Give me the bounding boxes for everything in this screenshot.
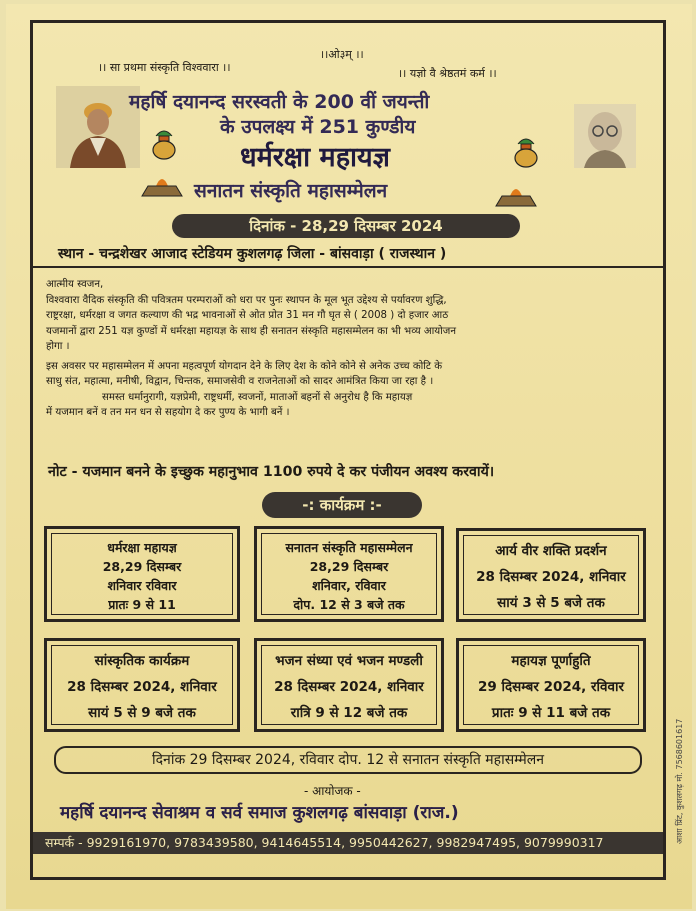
program-day: शनिवार, रविवार (312, 578, 386, 593)
program-card (456, 528, 646, 622)
printer-note: आशा प्रिंट, कुशलगढ़ मो. 7568601617 (675, 718, 684, 844)
program-title: धर्मरक्षा महायज्ञ (107, 540, 177, 555)
organizer-name: महर्षि दयानन्द सेवाश्रम व सर्व समाज कुशलगढ़ बांसवाड़ा (राज.) (60, 803, 459, 823)
program-time: प्रातः 9 से 11 (108, 597, 176, 612)
om-text: ।।ओ३म् ।। (320, 48, 364, 61)
portrait-left-image (56, 86, 140, 168)
contact-band: सम्पर्क - 9929161970, 9783439580, 9414645514, 9950442627, 9982947495, 9079990317 (33, 832, 663, 854)
program-date: 28 दिसम्बर 2024, शनिवार (274, 679, 424, 695)
para-line: विश्ववारा वैदिक संस्कृति की पवित्रतम परम्पराओं को धरा पर पुनः स्थापन के मूल भूत उद्देश्य से पर्यावरण शुद्धि, (46, 294, 447, 306)
program-card (254, 526, 444, 622)
registration-note: नोट - यजमान बनने के इच्छुक महानुभाव 1100 रुपये दे कर पंजीयन अवश्य करवायें। (48, 464, 495, 480)
program-title: आर्य वीर शक्ति प्रदर्शन (495, 543, 607, 559)
yajna-kund-icon (492, 182, 540, 208)
date-band: दिनांक - 28,29 दिसम्बर 2024 (172, 214, 520, 238)
program-date: 28,29 दिसम्बर (102, 559, 182, 574)
para-line: में यजमान बनें व तन मन धन से सहयोग दे कर पुण्य के भागी बनें । (46, 407, 290, 418)
program-date: 28 दिसम्बर 2024, शनिवार (476, 569, 626, 585)
program-time: रात्रि 9 से 12 बजे तक (290, 705, 408, 721)
divider (33, 266, 663, 268)
title-line-1: महर्षि दयानन्द सरस्वती के 200 वीं जयन्ती (129, 91, 430, 113)
program-card (456, 638, 646, 732)
program-card (254, 638, 444, 732)
para-line: होगा । (46, 341, 70, 352)
program-title: भजन संध्या एवं भजन मण्डली (275, 653, 423, 669)
program-date: 28,29 दिसम्बर (309, 559, 389, 574)
venue-text: स्थान - चन्द्रशेखर आजाद स्टेडियम कुशलगढ़ जिला - बांसवाड़ा ( राजस्थान ) (58, 246, 447, 262)
program-date: 29 दिसम्बर 2024, रविवार (477, 679, 625, 695)
program-title: सनातन संस्कृति महासम्मेलन (285, 540, 413, 555)
organizer-label: - आयोजक - (304, 784, 361, 798)
para-line: राष्ट्ररक्षा, धर्मरक्षा व जगत कल्याण की भद्र भावनाओं से ओत प्रोत 31 मन गौ घृत से ( 2008 ) दो हजार आठ (46, 310, 449, 321)
invitation-text (46, 277, 658, 421)
program-date: 28 दिसम्बर 2024, शनिवार (67, 679, 217, 695)
program-title: सांस्कृतिक कार्यक्रम (94, 653, 190, 669)
main-title: धर्मरक्षा महायज्ञ (240, 142, 390, 173)
subtitle: सनातन संस्कृति महासम्मेलन (194, 180, 388, 202)
salutation: आत्मीय स्वजन, (46, 279, 104, 290)
para-line: यजमानों द्वारा 251 यज्ञ कुण्डों में धर्मरक्षा महायज्ञ के साथ ही सनातन संस्कृति महासम्मेलन का भी भव्य आयोजन (46, 325, 456, 337)
program-time: सायं 3 से 5 बजे तक (497, 595, 605, 611)
program-time: प्रातः 9 से 11 बजे तक (491, 705, 611, 721)
title-line-2: के उपलक्ष्य में 251 कुण्डीय (220, 116, 416, 138)
right-quote: ।। यज्ञो वै श्रेष्ठतमं कर्म ।। (398, 67, 497, 80)
program-day: शनिवार रविवार (107, 578, 177, 593)
kalash-icon (150, 126, 178, 160)
para-line: समस्त धर्मानुरागी, यज्ञप्रेमी, राष्ट्रधर्मी, स्वजनों, माताओं बहनों से अनुरोध है कि महायज्ञ (102, 391, 413, 403)
program-heading: -: कार्यक्रम :- (262, 492, 422, 518)
portrait-right-image (574, 104, 636, 168)
left-quote: ।। सा प्रथमा संस्कृति विश्ववारा ।। (98, 61, 231, 74)
bottom-date-line: दिनांक 29 दिसम्बर 2024, रविवार दोप. 12 से सनातन संस्कृति महासम्मेलन (54, 746, 642, 774)
program-card (44, 526, 240, 622)
program-time: सायं 5 से 9 बजे तक (88, 705, 196, 721)
yajna-kund-icon (138, 172, 186, 198)
para-line: इस अवसर पर महासम्मेलन में अपना महत्वपूर्ण योगदान देने के लिए देश के कोने कोने से अनेक उच्च कोटि के (46, 360, 443, 372)
program-title: महायज्ञ पूर्णाहुति (511, 653, 591, 669)
program-time: दोप. 12 से 3 बजे तक (293, 597, 405, 612)
kalash-icon (512, 134, 540, 168)
para-line: साधु संत, महात्मा, मनीषी, विद्वान, चिन्तक, समाजसेवी व राजनेताओं को सादर आमंत्रित किया जा रहा है । (46, 376, 434, 387)
program-card (44, 638, 240, 732)
